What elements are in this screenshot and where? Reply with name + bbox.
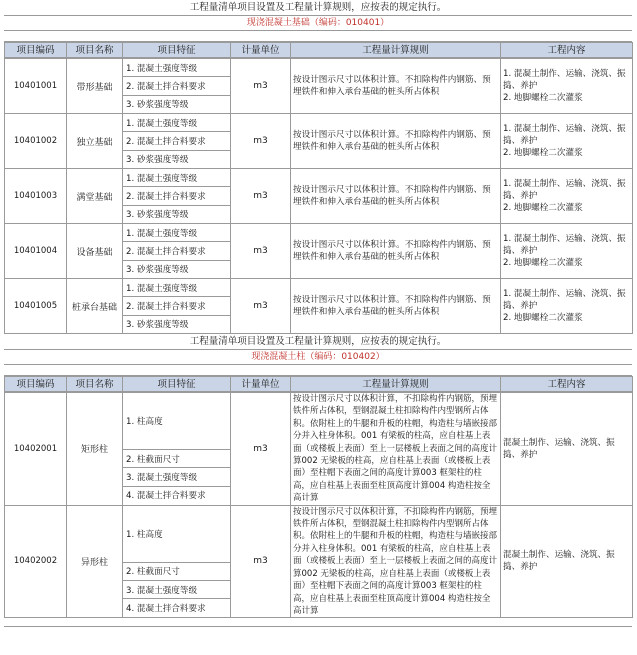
rule-text: 按设计图示尺寸以体积计算。不扣除构件内钢筋、预埋铁件和伸入承台基础的桩头所占体积 [293,130,491,152]
feature-line: 1. 混凝土强度等级 [123,114,230,132]
item-rule [291,279,501,334]
item-unit: m3 [231,279,291,334]
item-rule [291,59,501,114]
content-list [501,287,632,325]
section1-title: 工程量清单项目设置及工程量计算规则，应按表的规定执行。 [4,0,632,16]
item-name: 满堂基础 [67,169,123,224]
header-name: 项目名称 [67,43,123,58]
spreadsheet-sheet [4,0,632,627]
item-name: 带形基础 [67,59,123,114]
item-features [123,114,231,169]
table-row [5,279,633,334]
item-code: 10401004 [5,224,67,279]
feature-list [123,279,230,333]
header-rule: 工程量计算规则 [291,377,501,392]
rule-text: 按设计图示尺寸以体积计算，不扣除构件内钢筋，预埋铁件所占体积，型钢混凝土柱扣除构件内型钢所占体积。依附柱上的牛腿和升板的柱帽，构造柱与墙嵌接部分并入柱身体积。001 有梁板的柱高，应自柱基上表面（或楼板上表面）至上一层楼板上表面之间的高度计算002 无梁板的柱高，应自柱基上表面（或楼板上表面）至柱帽下表面之间的高度计算003 框架柱的柱高，应自柱基上表面至柱顶高度计算004 构造柱按全高计算 [293,394,498,504]
feature-line: 4. 混凝土拌合料要求 [126,491,206,502]
rule-text: 按设计图示尺寸以体积计算。不扣除构件内钢筋、预埋铁件和伸入承台基础的桩头所占体积 [293,240,491,262]
feature-line: 3. 混凝土强度等级 [123,468,230,486]
item-content [501,114,633,169]
item-name: 设备基础 [67,224,123,279]
item-content [501,505,633,618]
feature-line: 1. 柱高度 [123,506,230,562]
feature-line: 1. 混凝土强度等级 [123,59,230,77]
item-rule [291,224,501,279]
feature-line: 3. 砂浆强度等级 [126,320,189,331]
item-name: 独立基础 [67,114,123,169]
feature-list [123,169,230,223]
content-line: 2. 地脚螺栓二次灌浆 [503,258,583,268]
header-content: 工程内容 [501,43,633,58]
item-rule [291,393,501,506]
feature-line: 3. 砂浆强度等级 [126,155,189,166]
item-name: 异形柱 [67,505,123,618]
section2-subtitle: 现浇混凝土柱（编码：010402） [4,350,632,365]
section1-subtitle: 现浇混凝土基础（编码：010401） [4,16,632,31]
section2-title: 工程量清单项目设置及工程量计算规则，应按表的规定执行。 [4,334,632,350]
feature-line: 2. 混凝土拌合料要求 [123,187,230,205]
feature-line: 3. 砂浆强度等级 [126,210,189,221]
feature-line: 1. 混凝土强度等级 [123,224,230,242]
feature-list [123,506,230,616]
item-code: 10401001 [5,59,67,114]
header-code: 项目编码 [5,377,67,392]
feature-line: 2. 混凝土拌合料要求 [123,242,230,260]
feature-list [123,59,230,113]
item-content [501,169,633,224]
item-features [123,169,231,224]
rule-text: 按设计图示尺寸以体积计算。不扣除构件内钢筋、预埋铁件和伸入承台基础的桩头所占体积 [293,185,491,207]
item-content [501,59,633,114]
rule-text: 按设计图示尺寸以体积计算。不扣除构件内钢筋、预埋铁件和伸入承台基础的桩头所占体积 [293,295,491,317]
content-line: 1. 混凝土制作、运输、浇筑、振捣、养护 [503,124,626,146]
table-row [5,505,633,618]
content-line: 2. 地脚螺栓二次灌浆 [503,203,583,213]
column-table-body [4,392,633,618]
header-name: 项目名称 [67,377,123,392]
header-rule: 工程量计算规则 [291,43,501,58]
item-code: 10401005 [5,279,67,334]
spacer-row [4,618,632,627]
spacer-row [4,365,632,376]
item-rule [291,169,501,224]
feature-line: 2. 混凝土拌合料要求 [123,297,230,315]
content-list [501,232,632,270]
item-rule [291,114,501,169]
rule-text: 按设计图示尺寸以体积计算，不扣除构件内钢筋，预埋铁件所占体积，型钢混凝土柱扣除构件内型钢所占体积。依附柱上的牛腿和升板的柱帽，构造柱与墙嵌接部分并入柱身体积。001 有梁板的柱高，应自柱基上表面（或楼板上表面）至上一层楼板上表面之间的高度计算002 无梁板的柱高，应自柱基上表面（或楼板上表面）至柱帽下表面之间的高度计算003 框架柱的柱高，应自柱基上表面至柱顶高度计算004 构造柱按全高计算 [293,506,498,616]
content-line: 1. 混凝土制作、运输、浇筑、振捣、养护 [503,179,626,201]
feature-line: 2. 柱截面尺寸 [123,450,230,468]
item-code: 10402001 [5,393,67,506]
header-code: 项目编码 [5,43,67,58]
feature-line: 3. 混凝土强度等级 [123,581,230,599]
header-unit: 计量单位 [231,43,291,58]
item-unit: m3 [231,224,291,279]
content-line: 2. 地脚螺栓二次灌浆 [503,313,583,323]
item-features [123,59,231,114]
content-line: 2. 地脚螺栓二次灌浆 [503,93,583,103]
spacer-row [4,31,632,42]
item-features [123,505,231,618]
item-features [123,279,231,334]
table-row [5,224,633,279]
item-content [501,279,633,334]
feature-line: 3. 砂浆强度等级 [126,100,189,111]
table-header-row [5,377,633,392]
item-unit: m3 [231,393,291,506]
content-list [501,122,632,160]
foundation-table-body [4,58,633,334]
content-list [501,67,632,105]
item-unit: m3 [231,59,291,114]
foundation-table [4,42,633,58]
table-row [5,169,633,224]
item-name: 矩形柱 [67,393,123,506]
feature-list [123,224,230,278]
feature-line: 2. 混凝土拌合料要求 [123,132,230,150]
content-line: 1. 混凝土制作、运输、浇筑、振捣、养护 [503,234,626,256]
content-list [501,177,632,215]
feature-line: 1. 柱高度 [123,394,230,450]
item-content [501,393,633,506]
item-unit: m3 [231,114,291,169]
item-unit: m3 [231,169,291,224]
feature-line: 2. 混凝土拌合料要求 [123,77,230,95]
content-text: 混凝土制作、运输、浇筑、振捣、养护 [503,550,615,573]
feature-list [123,114,230,168]
content-line: 2. 地脚螺栓二次灌浆 [503,148,583,158]
item-code: 10401003 [5,169,67,224]
header-features: 项目特征 [123,43,231,58]
header-content: 工程内容 [501,377,633,392]
feature-line: 3. 砂浆强度等级 [126,265,189,276]
feature-line: 1. 混凝土强度等级 [123,169,230,187]
item-rule [291,505,501,618]
content-line: 1. 混凝土制作、运输、浇筑、振捣、养护 [503,69,626,91]
item-name: 桩承台基础 [67,279,123,334]
feature-list [123,394,230,504]
item-features [123,224,231,279]
table-row [5,114,633,169]
table-row [5,393,633,506]
header-features: 项目特征 [123,377,231,392]
table-header-row [5,43,633,58]
item-unit: m3 [231,505,291,618]
table-row [5,59,633,114]
rule-text: 按设计图示尺寸以体积计算。不扣除构件内钢筋、预埋铁件和伸入承台基础的桩头所占体积 [293,75,491,97]
feature-line: 4. 混凝土拌合料要求 [126,603,206,614]
item-content [501,224,633,279]
item-code: 10401002 [5,114,67,169]
feature-line: 1. 混凝土强度等级 [123,279,230,297]
content-text: 混凝土制作、运输、浇筑、振捣、养护 [503,437,615,460]
column-table [4,376,633,392]
feature-line: 2. 柱截面尺寸 [123,563,230,581]
item-features [123,393,231,506]
header-unit: 计量单位 [231,377,291,392]
item-code: 10402002 [5,505,67,618]
content-line: 1. 混凝土制作、运输、浇筑、振捣、养护 [503,289,626,311]
